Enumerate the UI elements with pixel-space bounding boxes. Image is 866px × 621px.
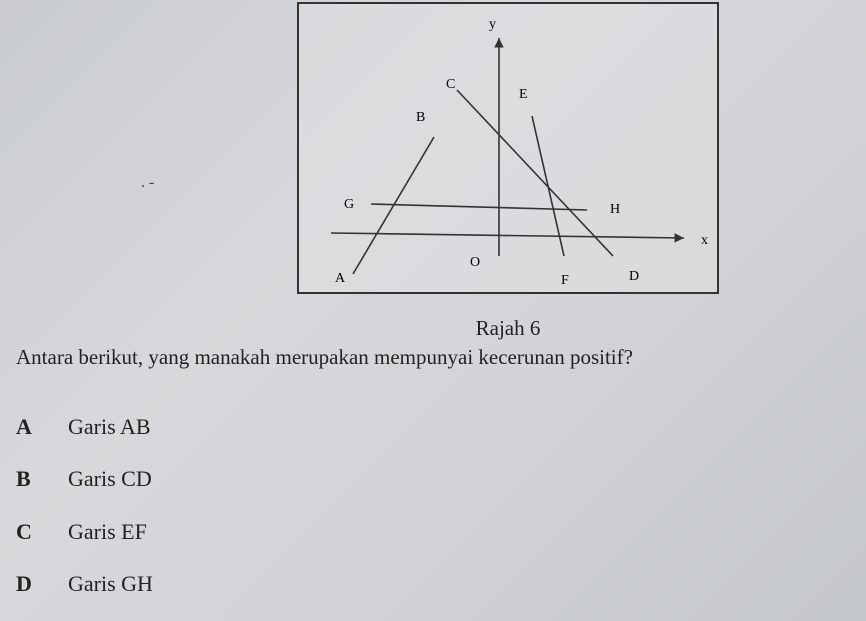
option-c[interactable] <box>16 519 147 545</box>
option-text: Garis AB <box>68 414 151 439</box>
label-y: y <box>489 17 496 32</box>
option-b[interactable] <box>16 466 152 492</box>
line-diagram <box>299 4 717 292</box>
label-e: E <box>519 87 528 102</box>
label-h: H <box>610 202 621 217</box>
label-origin: O <box>470 255 481 270</box>
line-gh <box>371 204 587 210</box>
label-a: A <box>335 271 346 286</box>
option-text: Garis GH <box>68 571 153 596</box>
option-letter: D <box>16 571 32 596</box>
option-d[interactable] <box>16 571 153 597</box>
line-ef <box>532 116 564 256</box>
option-letter: C <box>16 519 32 544</box>
label-b: B <box>416 110 426 125</box>
x-axis <box>331 233 684 238</box>
label-d: D <box>629 269 640 284</box>
figure-caption: Rajah 6 <box>475 316 541 340</box>
label-c: C <box>446 77 456 92</box>
figure-rajah-6 <box>297 2 719 294</box>
option-letter: A <box>16 414 32 439</box>
question-text: Antara berikut, yang manakah merupakan mempunyai kecerunan positif? <box>16 345 633 369</box>
option-text: Garis EF <box>68 519 147 544</box>
option-letter: B <box>16 466 31 491</box>
option-text: Garis CD <box>68 466 152 491</box>
stray-mark: . - <box>141 174 155 191</box>
label-x: x <box>701 233 708 248</box>
line-cd <box>457 90 613 256</box>
label-f: F <box>561 273 569 288</box>
label-g: G <box>344 197 355 212</box>
option-a[interactable] <box>16 414 151 440</box>
